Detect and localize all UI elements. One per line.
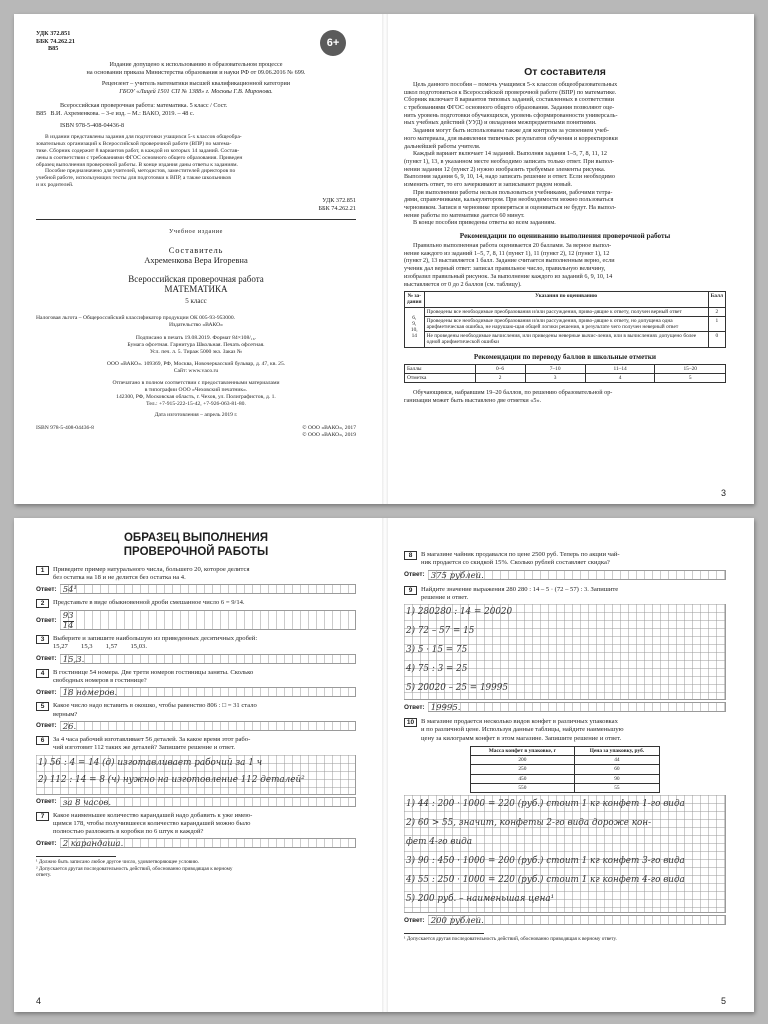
- sample-title-line: ПРОВЕРОЧНОЙ РАБОТЫ: [123, 545, 269, 558]
- solution-line: 2) 72 – 57 = 15: [406, 626, 475, 637]
- answer-label: Ответ:: [404, 703, 425, 711]
- answer-row: [404, 570, 726, 580]
- preface-line: с требованиями ФГОС основного общего образования. Задания позволяют оце-: [404, 104, 615, 112]
- solution-line: 5) 200 руб. – наименьшая цена¹: [406, 894, 555, 905]
- task-text: Какое наименьшее количество карандашей надо добавить к уже имею-: [53, 811, 253, 819]
- mass-cell: 550: [471, 783, 575, 792]
- answer-field[interactable]: [60, 838, 356, 848]
- mass-cell: 250: [471, 765, 575, 774]
- answer-row: [36, 687, 356, 697]
- grading-line: Правильно выполненная работа оценивается 20 баллами. За верное выпол-: [413, 242, 612, 250]
- answer-field[interactable]: [428, 570, 726, 580]
- solution-grid[interactable]: [404, 604, 726, 700]
- preface-line: Цель данного пособия – помочь учащимся 5-х классов общеобразовательных: [413, 81, 618, 88]
- mass-cell: 200: [471, 756, 575, 765]
- answer-label: Ответ:: [36, 655, 57, 663]
- answer-field[interactable]: [60, 610, 356, 630]
- solution-line: 5) 20020 – 25 = 19995: [406, 683, 508, 694]
- task-text: ник продается со скидкой 15%. Сколько рублей составляет скидка?: [421, 559, 610, 567]
- task-number: 4: [36, 669, 49, 678]
- preface-line: Сборник включает 8 вариантов типовых заданий, составленных в соответствии: [404, 96, 614, 104]
- outro-line: Обучающимся, набравшим 19–20 баллов, по решению образовательной ор-: [413, 389, 613, 397]
- outro-line: ганизации может быть выставлено две отметки «5».: [404, 396, 542, 404]
- grading-line: изобразил правильный рисунок. За выполнение каждого из заданий 6, 9, 10, 14: [404, 272, 613, 280]
- answer-field[interactable]: [60, 721, 356, 731]
- candy-table: [470, 746, 660, 793]
- price-cell: 55: [574, 783, 659, 792]
- solution-line: 1) 280280 : 14 = 20020: [406, 607, 513, 618]
- production-date: Дата изготовления – апрель 2019 г.: [154, 412, 238, 419]
- answer-label: Ответ:: [36, 688, 57, 696]
- task-6: [36, 736, 356, 807]
- task-number: 7: [36, 812, 49, 821]
- footnote: ¹ Должно быть записано любое другое число, удовлетворяющее условию.: [36, 859, 200, 866]
- page-4-sample: [36, 518, 356, 1012]
- school-mark: 5: [655, 373, 726, 382]
- footnote: ² Допускается другая последовательность действий, обоснованно приводящая к верному: [36, 865, 233, 872]
- answer-row: [36, 838, 356, 848]
- age-rating-badge: 6+: [320, 30, 346, 56]
- price-cell: 90: [574, 774, 659, 783]
- copyright: © ООО «ВАКО», 2017: [302, 425, 356, 432]
- biblio-code: В85: [36, 109, 47, 117]
- solution-line: 3) 90 : 450 · 1000 = 200 (руб.) стоит 1 кг конфет 3-го вида: [406, 856, 685, 867]
- marks-row-label: Баллы: [405, 364, 476, 373]
- page-2-imprint: [36, 14, 356, 504]
- table-header: Указания по оцениванию: [424, 292, 708, 307]
- task-number: 6,: [412, 314, 417, 321]
- print-info: Бумага офсетная. Гарнитура Школьная. Печать офсетная.: [127, 342, 265, 349]
- spine-shadow: [382, 14, 388, 504]
- preface-line: ных учебных действий (УУД) и овладения межпредметными понятиями.: [404, 119, 597, 127]
- isbn-footer: ISBN 978-5-408-04436-8: [36, 425, 94, 432]
- task-number: 5: [36, 702, 49, 711]
- score-range: 7–10: [525, 364, 585, 373]
- answer-label: Ответ:: [404, 571, 425, 579]
- page-number: 4: [36, 996, 42, 1006]
- biblio-line: Всероссийская проверочная работа: математика. 5 класс / Сост.: [60, 101, 228, 109]
- answer-label: Ответ:: [36, 616, 57, 624]
- task-number: 3: [36, 635, 49, 644]
- preface-line: ного материала, для выявления типичных результатов обучения и корректировки: [404, 134, 618, 142]
- answer-row: [36, 721, 356, 731]
- answer-field[interactable]: [60, 584, 356, 594]
- annotation-line: учебной работе, использующих тесты для подготовки к ВПР, а также школьников: [36, 175, 231, 182]
- sample-title: [36, 532, 356, 560]
- preface-line: нение работы по математике дается 60 минут.: [404, 211, 525, 219]
- page-5-sample: [404, 518, 726, 1012]
- score: 2: [708, 307, 725, 316]
- udk-code-2: УДК 372.851: [322, 197, 356, 205]
- task-numbers-cell: [405, 307, 425, 347]
- answer-row: [404, 702, 726, 712]
- publisher: Издательство «ВАКО»: [169, 322, 223, 329]
- spread-pages-4-5: [14, 518, 754, 1012]
- task-text: щимся 178, чтобы получившееся количество карандашей можно было: [53, 819, 251, 827]
- book-grade: 5 класс: [185, 297, 207, 306]
- divider: [36, 219, 356, 220]
- answer-row: [404, 915, 726, 925]
- task-3: [36, 635, 356, 664]
- task-text: верным?: [53, 710, 78, 718]
- task-text: Какое число надо вставить в окошко, чтобы равенство 806 : □ = 31 стало: [53, 702, 257, 710]
- grading-line: нение каждого из заданий 1–5, 7, 8, 11 (пункт 1), 11 (пункт 2), 12 (пункт 1), 12: [404, 249, 610, 257]
- publisher-address: ООО «ВАКО». 109369, РФ, Москва, Новочеркасский бульвар, д. 47, кв. 25.: [106, 360, 286, 367]
- isbn: ISBN 978-5-408-04436-8: [60, 122, 125, 130]
- task-text: полностью разложить в коробки по 6 штук в каждой?: [53, 828, 204, 836]
- preface-line: черновиком. Записи в черновике проверяться и оцениваться не будут. На выпол-: [404, 204, 617, 211]
- answer-field[interactable]: [60, 797, 356, 807]
- handwritten-answer: 54¹: [62, 585, 77, 596]
- reviewer-line: Рецензент – учитель математики высшей квалификационной категории: [101, 80, 291, 88]
- annotation-line: тике. Сборник содержит 8 вариантов работ, в каждой из которых 14 заданий. Состав-: [36, 147, 240, 154]
- biblio-text: В.И. Ахременкова. – 3-е изд. – М.: ВАКО, 2019. – 48 с.: [50, 109, 195, 117]
- handwritten-answer: 18 номеров.: [62, 688, 118, 699]
- marks-row-label: Отметка: [405, 373, 476, 382]
- handwritten-answer: 2 карандаша.: [62, 839, 124, 850]
- grading-line: (пункт 2), 13 выставляется 1 балл. Задание считается выполненным верно, если: [404, 257, 615, 265]
- printing-house: 142300, РФ, Московская область, г. Чехов, ул. Полиграфистов, д. 1.: [116, 393, 276, 400]
- task-text: Представьте в виде обыкновенной дроби смешанное число 6 = 9/14.: [53, 599, 245, 607]
- task-10: [404, 718, 726, 925]
- preface-line: школ подготовиться к Всероссийской проверочной работе (ВПР) по математике.: [404, 88, 617, 96]
- task-4: [36, 669, 356, 698]
- author-mark: В85: [48, 45, 59, 53]
- annotation-line: Пособие предназначено для учителей, методистов, заместителей директоров по: [45, 168, 236, 175]
- grading-table: [404, 291, 726, 347]
- task-number: 9: [404, 586, 417, 595]
- price-cell: 60: [574, 765, 659, 774]
- spread-pages-2-3: [14, 14, 754, 504]
- mass-cell: 450: [471, 774, 575, 783]
- task-7: [36, 812, 356, 849]
- book-title: Всероссийская проверочная работа: [128, 274, 264, 285]
- page-3-preface: [404, 14, 726, 504]
- grading-line: выставляется от 0 до 2 баллов (см. таблицу).: [404, 280, 522, 288]
- task-text: Найдите значение выражения 280 280 : 14 – 5 · (72 – 57) : 3. Запишите: [421, 585, 619, 593]
- handwritten-answer: 15,3.: [62, 654, 85, 665]
- task-2: [36, 599, 356, 630]
- answer-label: Ответ:: [404, 916, 425, 924]
- task-text: В магазине продается несколько видов конфет в различных упаковках: [421, 718, 618, 726]
- task-text: В гостинице 54 номера. Две трети номеров гостиницы заняты. Сколько: [53, 668, 254, 676]
- task-9: [404, 586, 726, 713]
- annotation-line: лены в соответствии с требованиями ФГОС основного общего образования. Приведен: [36, 154, 243, 161]
- preface-line: Выполняя задания 6, 9, 10, 14, надо записать решение и ответ. Если необходимо: [404, 173, 615, 181]
- answer-row: [36, 797, 356, 807]
- criterion: Проведены все необходимые преобразования и/или рассуждения, приво-дящие к ответу, но допущена одна арифметическая ошибка, не нарушаю-щая общей логики решения, в результате чего получен неверный ответ: [424, 316, 708, 331]
- solution-line: фет 4-го вида: [406, 837, 472, 848]
- annotation-line: и их родителей.: [36, 182, 74, 189]
- answer-field[interactable]: [60, 654, 356, 664]
- task-text: Выберите и запишите наибольшую из приведенных десятичных дробей:: [53, 635, 258, 643]
- task-text: В магазине чайник продавался по цене 2500 руб. Теперь по акции чай-: [421, 551, 620, 558]
- approval-line: Издание допущено к использованию в образовательном процессе: [109, 61, 283, 69]
- solution-line: 4) 75 : 3 = 25: [406, 664, 468, 675]
- answer-row: [36, 584, 356, 594]
- score-range: 15–20: [655, 364, 726, 373]
- answer-label: Ответ:: [36, 839, 57, 847]
- reviewer-line: ГБОУ «Лицей 1501 СП № 1388» г. Москвы Г.В. Миронова.: [119, 88, 273, 96]
- biblio-line: [36, 110, 356, 118]
- preface-line: изменить ответ, то его зачеркивают и записывают рядом новый.: [404, 180, 573, 188]
- answer-label: Ответ:: [36, 585, 57, 593]
- copyright: © ООО «ВАКО», 2019: [302, 432, 356, 439]
- preface-line: Задания могут быть использованы также для контроля за усвоением учеб-: [413, 127, 609, 135]
- handwritten-answer: 26.: [62, 721, 77, 732]
- task-8: [404, 551, 726, 580]
- marks-table: [404, 364, 726, 383]
- preface-title: От составителя: [524, 66, 606, 78]
- annotation-line: В издании представлены задания для подготовки учащихся 5-х классов общеобра-: [45, 133, 242, 140]
- preface-line: (пункт 1), 13, в указанном месте необходимо записать только ответ. При выпол-: [404, 157, 615, 165]
- handwritten-answer: за 8 часов.: [62, 797, 112, 808]
- price-cell: 44: [574, 756, 659, 765]
- task-number: 6: [36, 736, 49, 745]
- print-info: Усл. печ. л. 5. Тираж 5000 экз. Заказ №: [149, 349, 243, 355]
- page-number: 3: [720, 488, 726, 498]
- footnote: ответу.: [36, 872, 52, 879]
- task-number: 1: [36, 566, 49, 575]
- preface-line: дями, справочниками, калькулятором. При необходимости можно пользоваться: [404, 196, 614, 204]
- preface-line: дальнейшей работы учителя.: [404, 142, 481, 150]
- task-1: [36, 566, 356, 595]
- compiler-name: Ахременкова Вера Игоревна: [144, 255, 248, 266]
- answer-row: [36, 610, 356, 630]
- bbk-code: ББК 74.262.21: [36, 37, 75, 45]
- task-number: 14: [411, 333, 417, 340]
- approval-line: на основании приказа Министерства образования и науки РФ от 09.06.2016 № 699.: [86, 68, 306, 76]
- task-text: цену за килограмм конфет в этом магазине. Запишите решение и ответ.: [421, 734, 622, 742]
- task-number: 9,: [412, 320, 417, 327]
- table-header: Цена за упаковку, руб.: [574, 747, 659, 756]
- printing-house: в типографии ООО «Чеховский печатник».: [144, 386, 248, 393]
- book-subject: МАТЕМАТИКА: [164, 284, 228, 295]
- score: 1: [708, 316, 725, 331]
- grading-heading: Рекомендации по оцениванию выполнения проверочной работы: [459, 232, 671, 241]
- school-mark: 4: [585, 373, 655, 382]
- fraction-denominator: 14: [62, 621, 74, 632]
- preface-line: Каждый вариант включает 14 заданий. Выполняя задания 1–5, 7, 8, 11, 12: [413, 150, 607, 158]
- annotation-line: зовательных организаций к Всероссийской проверочной работе (ВПР) по матема-: [36, 140, 232, 147]
- task-text: чий изготовит 112 таких же деталей? Запишите решение и ответ.: [53, 744, 236, 752]
- answer-label: Ответ:: [36, 798, 57, 806]
- solution-line: 4) 55 : 250 · 1000 = 220 (руб.) стоит 1 кг конфет 4-го вида: [406, 875, 685, 886]
- solution-line: 1) 44 : 200 · 1000 = 220 (руб.) стоит 1 кг конфет 1-го вида: [406, 799, 685, 810]
- task-text: За 4 часа рабочий изготавливает 56 деталей. За какое время этот рабо-: [53, 735, 251, 743]
- sample-title-line: ОБРАЗЕЦ ВЫПОЛНЕНИЯ: [123, 532, 268, 544]
- solution-line: 3) 5 · 15 = 75: [406, 645, 468, 656]
- annotation-line: образец выполнения проверочной работы. В конце издания даны ответы к заданиям.: [36, 161, 238, 168]
- school-mark: 3: [525, 373, 585, 382]
- criterion: Не проведены необходимые вычисления, или приведены неверные вычис-ления, или в вычислениях допущено более одной арифметической ошибки: [424, 332, 708, 347]
- task-number: 8: [404, 551, 417, 560]
- preface-line: нить уровень подготовки обучающихся, уровень сформированности универсаль-: [404, 111, 618, 119]
- publisher-site: Сайт: www.vaco.ru: [173, 367, 219, 374]
- preface-line: При выполнении работы нельзя пользоваться учебниками, рабочими тетра-: [413, 188, 613, 196]
- answer-field[interactable]: [60, 687, 356, 697]
- solution-line: 2) 60 > 55, значит, конфеты 2-го вида дороже кон-: [406, 818, 652, 829]
- task-number: 2: [36, 599, 49, 608]
- answer-field[interactable]: [428, 915, 726, 925]
- table-header: № за-дания: [405, 292, 425, 307]
- udk-code: УДК 372.851: [36, 30, 71, 37]
- task-text: Приведите пример натурального числа, большего 20, которое делится: [53, 565, 250, 573]
- table-header: Масса конфет в упаковке, г: [471, 747, 575, 756]
- compiler-label: Составитель: [168, 245, 224, 256]
- table-header: Балл: [708, 292, 725, 307]
- task-5: [36, 702, 356, 731]
- handwritten-answer: 375 рублей.: [430, 570, 484, 581]
- solution-line: 2) 112 : 14 = 8 (ч) нужно на изготовление 112 деталей²: [38, 774, 305, 785]
- spine-shadow: [382, 518, 388, 1012]
- task-text: 15,27 15,3 1,57 15,03.: [53, 643, 147, 651]
- handwritten-answer: 200 рублей.: [430, 916, 484, 927]
- task-number: 10: [404, 718, 417, 727]
- task-text: решение и ответ.: [421, 593, 469, 601]
- tax-note: Налоговая льгота – Общероссийский классификатор продукции ОК 005-93-953000.: [36, 315, 236, 322]
- footnote: ¹ Допускается другая последовательность действий, обоснованно приводящая к верному ответу.: [404, 936, 617, 943]
- task-text: без остатка на 18 и не делится без остатка на 4.: [53, 573, 186, 581]
- edition-type: Учебное издание: [168, 227, 224, 235]
- answer-row: [36, 654, 356, 664]
- handwritten-answer: 19995.: [430, 703, 461, 714]
- school-mark: 2: [475, 373, 525, 382]
- grading-line: ученик дал верный ответ: записал правильное число, правильную величину,: [404, 265, 606, 273]
- solution-grid[interactable]: [404, 795, 726, 913]
- solution-line: 1) 56 : 4 = 14 (д) изготавливает рабочий за 1 ч: [38, 757, 263, 768]
- marks-heading: Рекомендации по переводу баллов в школьные отметки: [473, 352, 657, 361]
- page-number: 5: [720, 996, 726, 1006]
- task-text: свободных номеров в гостинице?: [53, 677, 147, 685]
- answer-label: Ответ:: [36, 722, 57, 730]
- task-text: и по различной цене. Используя данные таблицы, найдите наименьшую: [421, 726, 624, 734]
- score-range: 11–14: [585, 364, 655, 373]
- printing-house: Тел.: +7-915-222-15-42, +7-926-063-81-80.: [146, 400, 246, 407]
- print-info: Подписано в печать 19.08.2019. Формат 84×108/₁₆.: [135, 335, 257, 342]
- solution-grid[interactable]: [36, 755, 356, 795]
- printing-house: Отпечатано в полном соответствии с предоставленными материалами: [112, 379, 280, 386]
- bbk-code-2: ББК 74.262.21: [318, 204, 356, 212]
- score-range: 0–6: [475, 364, 525, 373]
- preface-line: нении задания 12 (пункт 2) нужно изобразить требуемые элементы рисунка.: [404, 165, 606, 173]
- answer-field[interactable]: [428, 702, 726, 712]
- fraction-numerator: 93: [62, 611, 74, 622]
- task-number: 10,: [410, 327, 418, 334]
- score: 0: [708, 332, 725, 347]
- preface-line: В конце пособия приведены ответы ко всем заданиям.: [413, 219, 556, 227]
- criterion: Проведены все необходимые преобразования и/или рассуждения, приво-дящие к ответу, получен верный ответ: [424, 307, 708, 316]
